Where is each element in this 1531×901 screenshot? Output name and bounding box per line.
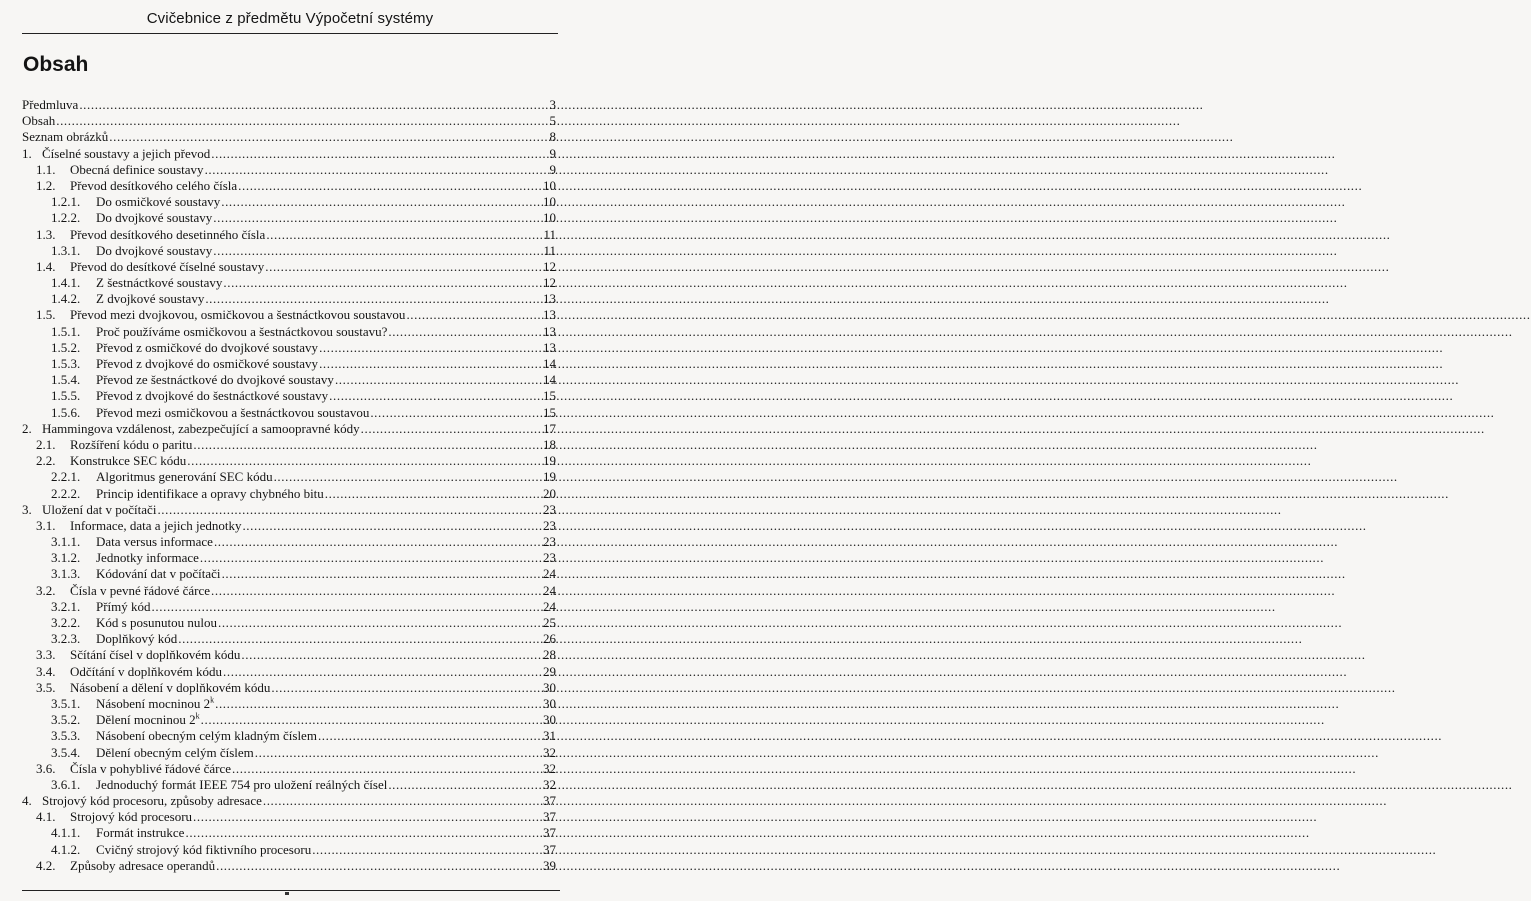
toc-entry-page-number: 9 — [549, 145, 556, 161]
toc-entry-page-number: 19 — [543, 469, 556, 485]
toc-entry-title — [96, 372, 334, 388]
dot-leader — [265, 259, 542, 275]
toc-entry-superscript: k — [195, 711, 200, 721]
dot-leader — [361, 421, 542, 437]
toc-entry-page-number: 10 — [543, 177, 556, 193]
toc-entry — [22, 210, 556, 226]
header-rule — [22, 33, 558, 34]
dot-leader — [211, 146, 543, 162]
toc-entry — [22, 583, 556, 599]
toc-entry-number: 1.5.4. — [51, 372, 81, 388]
toc-entry-number: 3.2.2. — [51, 615, 81, 630]
toc-entry-title-text: Převod z dvojkové do osmičkové soustavy — [96, 356, 319, 371]
toc-entry-page-number: 32 — [543, 744, 556, 760]
dot-leader — [238, 178, 542, 194]
toc-entry — [22, 761, 556, 777]
toc-entry-title — [70, 437, 192, 453]
toc-entry-title-text: Převod mezi osmičkovou a šestnáctkovou soustavou — [96, 404, 370, 420]
toc-entry-title-text: Cvičný strojový kód fiktivního procesoru — [96, 841, 312, 857]
toc-entry-title — [96, 275, 222, 291]
toc-entry — [22, 146, 556, 162]
page-mark — [285, 892, 289, 895]
dot-leader — [388, 324, 542, 340]
toc-entry-title — [96, 469, 273, 485]
toc-entry-number: 2.2. — [36, 453, 56, 469]
toc-entry-number: 3.1. — [36, 517, 56, 533]
toc-entry-number: 2.2.2. — [51, 485, 81, 501]
toc-entry — [22, 777, 556, 793]
dot-leader — [232, 761, 542, 777]
toc-entry — [22, 129, 556, 145]
toc-entry — [22, 680, 556, 696]
toc-entry — [22, 421, 556, 437]
toc-entry-title-text: Konstrukce SEC kódu — [70, 453, 187, 469]
dot-leader — [222, 566, 542, 582]
toc-entry-page-number: 14 — [543, 356, 556, 371]
toc-entry — [22, 793, 556, 809]
toc-entry-title-text: Z šestnáctkové soustavy — [96, 275, 223, 291]
toc-entry-number: 3.5. — [36, 679, 56, 695]
toc-entry-title-text: Převod z dvojkové do šestnáctkové soustavy — [96, 388, 329, 404]
toc-entry — [22, 178, 556, 194]
dot-leader — [242, 518, 542, 534]
toc-entry-page-number: 19 — [543, 453, 556, 469]
dot-leader — [241, 647, 542, 663]
toc-entry-title-text: Převod desítkového desetinného čísla — [70, 226, 266, 242]
toc-entry-number: 4.2. — [36, 857, 56, 873]
toc-entry-number: 4. — [22, 793, 32, 809]
toc-entry-number: 2.1. — [36, 436, 56, 452]
toc-entry — [22, 194, 556, 210]
toc-entry-page-number: 23 — [543, 517, 556, 533]
toc-entry-number: 1.2.2. — [51, 210, 81, 226]
toc-entry-title — [96, 842, 311, 858]
toc-entry-number: 1.3.1. — [51, 242, 81, 258]
toc-entry — [22, 356, 556, 372]
toc-entry-title — [70, 259, 264, 275]
toc-entry-title-text: Uložení dat v počítači — [42, 501, 157, 517]
toc-entry-number: 1.5.2. — [51, 339, 81, 355]
toc-entry-number: 1.5.3. — [51, 356, 81, 371]
toc-entry-title-text: Dělení obecným celým číslem — [96, 744, 254, 760]
toc-entry-page-number: 5 — [549, 113, 556, 129]
toc-entry-title-text: Převod z osmičkové do dvojkové soustavy — [96, 339, 319, 355]
dot-leader — [223, 664, 542, 680]
toc-entry — [22, 825, 556, 841]
toc-entry-title-text: Proč používáme osmičkovou a šestnáctkovou soustavu? — [96, 323, 388, 339]
toc-entry-number: 3. — [22, 501, 32, 517]
toc-entry — [22, 615, 556, 631]
toc-entry-title — [96, 534, 213, 550]
toc-entry-number: 1.3. — [36, 226, 56, 242]
toc-entry-number: 3.1.2. — [51, 550, 81, 566]
toc-entry-page-number: 26 — [543, 631, 556, 647]
toc-entry-title — [70, 453, 186, 469]
toc-entry — [22, 518, 556, 534]
toc-entry-title — [70, 162, 204, 178]
toc-entry — [22, 453, 556, 469]
toc-entry — [22, 809, 556, 825]
toc-entry-page-number: 12 — [543, 275, 556, 291]
toc-entry-number: 1.5.5. — [51, 388, 81, 404]
toc-entry-title-text: Do dvojkové soustavy — [96, 210, 213, 226]
dot-leader — [109, 129, 543, 145]
toc-entry-number: 1.4.1. — [51, 275, 81, 291]
toc-entry-title — [70, 761, 231, 777]
table-of-contents — [22, 97, 556, 874]
toc-entry-title-text: Hammingova vzdálenost, zabezpečující a samoopravné kódy — [42, 420, 360, 436]
toc-entry — [22, 842, 556, 858]
toc-entry-page-number: 9 — [549, 161, 556, 177]
dot-leader — [318, 728, 542, 744]
toc-entry-title — [70, 680, 270, 696]
toc-entry-page-number: 37 — [543, 793, 556, 809]
toc-entry-title — [42, 502, 156, 518]
toc-entry-title-text: Způsoby adresace operandů — [70, 857, 216, 873]
toc-entry-title — [22, 113, 55, 129]
dot-leader — [213, 210, 542, 226]
toc-entry-page-number: 30 — [543, 679, 556, 695]
toc-entry-page-number: 32 — [543, 760, 556, 776]
toc-entry-title — [96, 486, 324, 502]
toc-entry-title — [42, 793, 262, 809]
dot-leader — [335, 372, 542, 388]
toc-entry-title-text: Odčítání v doplňkovém kódu — [70, 663, 223, 679]
toc-entry — [22, 291, 556, 307]
dot-leader — [406, 307, 542, 323]
toc-entry-page-number: 37 — [543, 841, 556, 857]
toc-entry-title-text: Čísla v pevné řádové čárce — [70, 582, 211, 598]
toc-entry-title — [70, 178, 237, 194]
toc-entry-title — [96, 356, 318, 372]
dot-leader — [214, 534, 542, 550]
toc-entry — [22, 647, 556, 663]
toc-entry-number: 4.1.1. — [51, 825, 81, 841]
toc-entry-number: 1.4.2. — [51, 291, 81, 307]
toc-entry-number: 1.5.6. — [51, 404, 81, 420]
toc-entry-title — [96, 631, 177, 647]
dot-leader — [201, 712, 542, 728]
dot-leader — [329, 388, 542, 404]
dot-leader — [200, 550, 542, 566]
toc-entry-number: 3.2.3. — [51, 631, 81, 647]
toc-entry-page-number: 10 — [543, 194, 556, 210]
toc-entry-title-text: Čísla v pohyblivé řádové čárce — [70, 760, 231, 776]
toc-entry-number: 2.2.1. — [51, 469, 81, 485]
toc-entry-number: 3.3. — [36, 647, 56, 663]
toc-entry — [22, 469, 556, 485]
dot-leader — [213, 243, 542, 259]
toc-entry-page-number: 23 — [543, 534, 556, 550]
toc-entry — [22, 307, 556, 323]
toc-entry — [22, 599, 556, 615]
toc-entry — [22, 162, 556, 178]
toc-entry — [22, 664, 556, 680]
dot-leader — [325, 486, 542, 502]
toc-entry-title — [70, 583, 210, 599]
dot-leader — [221, 194, 542, 210]
toc-entry-page-number: 25 — [543, 615, 556, 630]
toc-entry-title — [96, 405, 369, 421]
dot-leader — [205, 291, 542, 307]
toc-entry-title-text: Předmluva — [22, 97, 79, 112]
toc-entry — [22, 227, 556, 243]
toc-entry-title — [96, 388, 328, 404]
toc-entry-number: 3.5.4. — [51, 744, 81, 760]
toc-entry-number: 1.5. — [36, 307, 56, 323]
toc-entry — [22, 243, 556, 259]
toc-entry — [22, 372, 556, 388]
dot-leader — [56, 113, 543, 129]
toc-entry-title-text: Převod do desítkové číselné soustavy — [70, 258, 265, 274]
page-title: Obsah — [23, 53, 89, 76]
toc-entry-title — [96, 696, 214, 712]
toc-entry-title — [70, 518, 241, 534]
toc-entry-page-number: 11 — [543, 226, 556, 242]
dot-leader — [211, 583, 542, 599]
toc-entry-title — [70, 227, 265, 243]
toc-entry-title-text: Informace, data a jejich jednotky — [70, 517, 242, 533]
toc-entry-title-text: Kód s posunutou nulou — [96, 615, 217, 630]
toc-entry-page-number: 11 — [543, 242, 556, 258]
toc-entry-title — [70, 647, 240, 663]
toc-entry-page-number: 28 — [543, 647, 556, 663]
toc-entry-title — [96, 728, 317, 744]
dot-leader — [223, 275, 542, 291]
toc-entry — [22, 728, 556, 744]
toc-entry-number: 1. — [22, 145, 32, 161]
toc-entry-number: 3.2. — [36, 582, 56, 598]
dot-leader — [271, 680, 542, 696]
toc-entry-title-text: Doplňkový kód — [96, 631, 178, 647]
toc-entry-title-text: Princip identifikace a opravy chybného bitu — [96, 485, 324, 501]
toc-entry-title-text: Obecná definice soustavy — [70, 161, 204, 177]
toc-entry-number: 3.1.3. — [51, 566, 81, 582]
toc-entry-number: 3.1.1. — [51, 534, 81, 550]
toc-entry-number: 3.5.3. — [51, 728, 81, 744]
toc-entry-title — [96, 745, 254, 761]
toc-entry — [22, 631, 556, 647]
dot-leader — [263, 793, 542, 809]
toc-entry-number: 3.4. — [36, 663, 56, 679]
dot-leader — [193, 809, 542, 825]
toc-entry — [22, 745, 556, 761]
dot-leader — [79, 97, 543, 113]
toc-entry-title — [70, 809, 192, 825]
toc-entry-title-text: Přímý kód — [96, 598, 151, 614]
toc-entry-title-text: Převod mezi dvojkovou, osmičkovou a šestnáctkovou soustavou — [70, 307, 406, 323]
toc-entry-title — [96, 324, 387, 340]
toc-entry-number: 3.5.1. — [51, 695, 81, 711]
footer-rule — [22, 890, 560, 891]
toc-entry-number: 3.5.2. — [51, 712, 81, 728]
toc-entry-number: 1.2.1. — [51, 194, 81, 210]
dot-leader — [274, 469, 542, 485]
toc-entry-title-text: Seznam obrázků — [22, 129, 109, 145]
toc-entry — [22, 113, 556, 129]
dot-leader — [216, 858, 542, 874]
toc-entry-page-number: 14 — [543, 372, 556, 388]
dot-leader — [319, 356, 542, 372]
toc-entry-title — [96, 210, 212, 226]
toc-entry-page-number: 13 — [543, 291, 556, 307]
dot-leader — [185, 825, 542, 841]
toc-entry-page-number: 30 — [543, 712, 556, 728]
toc-entry-title — [70, 307, 405, 323]
toc-entry-title-text: Číselné soustavy a jejich převod — [42, 145, 211, 161]
toc-entry-title-text: Sčítání čísel v doplňkovém kódu — [70, 647, 241, 663]
toc-entry-page-number: 32 — [543, 776, 556, 792]
toc-entry-page-number: 13 — [543, 323, 556, 339]
toc-entry-title — [96, 194, 220, 210]
toc-entry-number: 3.6.1. — [51, 776, 81, 792]
toc-entry-page-number: 29 — [543, 663, 556, 679]
toc-entry-page-number: 24 — [543, 566, 556, 582]
toc-entry-title — [42, 146, 210, 162]
toc-entry-page-number: 20 — [543, 485, 556, 501]
dot-leader — [205, 162, 543, 178]
toc-entry-title-text: Z dvojkové soustavy — [96, 291, 205, 307]
toc-entry-title — [42, 421, 360, 437]
toc-entry — [22, 534, 556, 550]
dot-leader — [388, 777, 542, 793]
toc-entry-page-number: 39 — [543, 857, 556, 873]
toc-entry-title-text: Strojový kód procesoru — [70, 809, 193, 825]
toc-entry-title-text: Formát instrukce — [96, 825, 185, 841]
toc-entry-title — [22, 97, 78, 113]
toc-entry — [22, 858, 556, 874]
toc-entry-page-number: 23 — [543, 550, 556, 566]
toc-entry-title — [70, 858, 215, 874]
toc-entry-number: 1.1. — [36, 161, 56, 177]
running-header: Cvičebnice z předmětu Výpočetní systémy — [146, 10, 434, 27]
toc-entry-title-text: Násobení mocninou 2 — [96, 695, 211, 711]
dot-leader — [157, 502, 542, 518]
toc-entry-page-number: 24 — [543, 582, 556, 598]
toc-entry-title-text: Data versus informace — [96, 534, 213, 550]
toc-entry-title-text: Dělení mocninou 2 — [96, 712, 196, 728]
dot-leader — [187, 453, 542, 469]
toc-entry — [22, 566, 556, 582]
toc-entry-number: 1.2. — [36, 177, 56, 193]
toc-entry-page-number: 8 — [549, 129, 556, 145]
toc-entry-page-number: 3 — [549, 97, 556, 112]
toc-entry-title — [96, 566, 221, 582]
toc-entry — [22, 486, 556, 502]
toc-entry — [22, 696, 556, 712]
toc-entry-title-text: Obsah — [22, 113, 56, 129]
toc-entry — [22, 388, 556, 404]
toc-entry-title — [96, 550, 199, 566]
dot-leader — [319, 340, 542, 356]
toc-entry-title-text: Rozšíření kódu o paritu — [70, 436, 193, 452]
toc-entry — [22, 97, 556, 113]
toc-entry — [22, 550, 556, 566]
toc-entry-page-number: 15 — [543, 404, 556, 420]
toc-entry-title-text: Převod ze šestnáctkové do dvojkové soustavy — [96, 372, 334, 388]
toc-entry-page-number: 12 — [543, 258, 556, 274]
dot-leader — [370, 405, 542, 421]
toc-entry — [22, 405, 556, 421]
toc-entry — [22, 437, 556, 453]
toc-entry-title-text: Násobení obecným celým kladným číslem — [96, 728, 317, 744]
toc-entry-title — [70, 664, 222, 680]
dot-leader — [152, 599, 542, 615]
toc-entry-title — [96, 777, 387, 793]
toc-entry-title-text: Algoritmus generování SEC kódu — [96, 469, 273, 485]
toc-entry-number: 1.4. — [36, 258, 56, 274]
toc-entry — [22, 259, 556, 275]
toc-entry — [22, 340, 556, 356]
toc-entry-title-text: Kódování dat v počítači — [96, 566, 221, 582]
toc-entry-page-number: 13 — [543, 307, 556, 323]
dot-leader — [193, 437, 542, 453]
dot-leader — [266, 227, 542, 243]
toc-entry-page-number: 31 — [543, 728, 556, 744]
toc-entry-title — [22, 129, 108, 145]
toc-entry-superscript: k — [210, 695, 215, 705]
dot-leader — [178, 631, 542, 647]
toc-entry-number: 3.6. — [36, 760, 56, 776]
toc-entry — [22, 502, 556, 518]
toc-entry-page-number: 10 — [543, 210, 556, 226]
toc-entry — [22, 275, 556, 291]
toc-entry-page-number: 13 — [543, 339, 556, 355]
toc-entry-title-text: Jednoduchý formát IEEE 754 pro uložení reálných čísel — [96, 776, 388, 792]
toc-entry-title — [96, 825, 184, 841]
dot-leader — [218, 615, 542, 631]
toc-entry — [22, 324, 556, 340]
toc-entry-number: 3.2.1. — [51, 598, 81, 614]
toc-entry-title-text: Strojový kód procesoru, způsoby adresace — [42, 793, 262, 809]
toc-entry-page-number: 24 — [543, 598, 556, 614]
toc-entry-page-number: 37 — [543, 809, 556, 825]
toc-entry-title — [96, 615, 217, 631]
toc-entry-page-number: 23 — [543, 501, 556, 517]
toc-entry-title-text: Do dvojkové soustavy — [96, 242, 213, 258]
toc-entry-title — [96, 340, 318, 356]
toc-entry-title — [96, 712, 200, 728]
toc-entry-title-text: Násobení a dělení v doplňkovém kódu — [70, 679, 271, 695]
toc-entry-title — [96, 599, 151, 615]
dot-leader — [215, 696, 542, 712]
toc-entry-number: 4.1.2. — [51, 841, 81, 857]
toc-entry-page-number: 17 — [543, 420, 556, 436]
toc-entry-title — [96, 243, 212, 259]
dot-leader — [312, 842, 542, 858]
toc-entry-title-text: Jednotky informace — [96, 550, 199, 566]
toc-entry-number: 2. — [22, 420, 32, 436]
toc-entry-number: 1.5.1. — [51, 323, 81, 339]
toc-entry-page-number: 15 — [543, 388, 556, 404]
toc-entry-page-number: 30 — [543, 695, 556, 711]
toc-entry-page-number: 37 — [543, 825, 556, 841]
toc-entry-number: 4.1. — [36, 809, 56, 825]
dot-leader — [255, 745, 542, 761]
toc-entry — [22, 712, 556, 728]
toc-entry-title-text: Do osmičkové soustavy — [96, 194, 221, 210]
toc-entry-title — [96, 291, 204, 307]
toc-entry-page-number: 18 — [543, 436, 556, 452]
toc-entry-title-text: Převod desítkového celého čísla — [70, 177, 238, 193]
